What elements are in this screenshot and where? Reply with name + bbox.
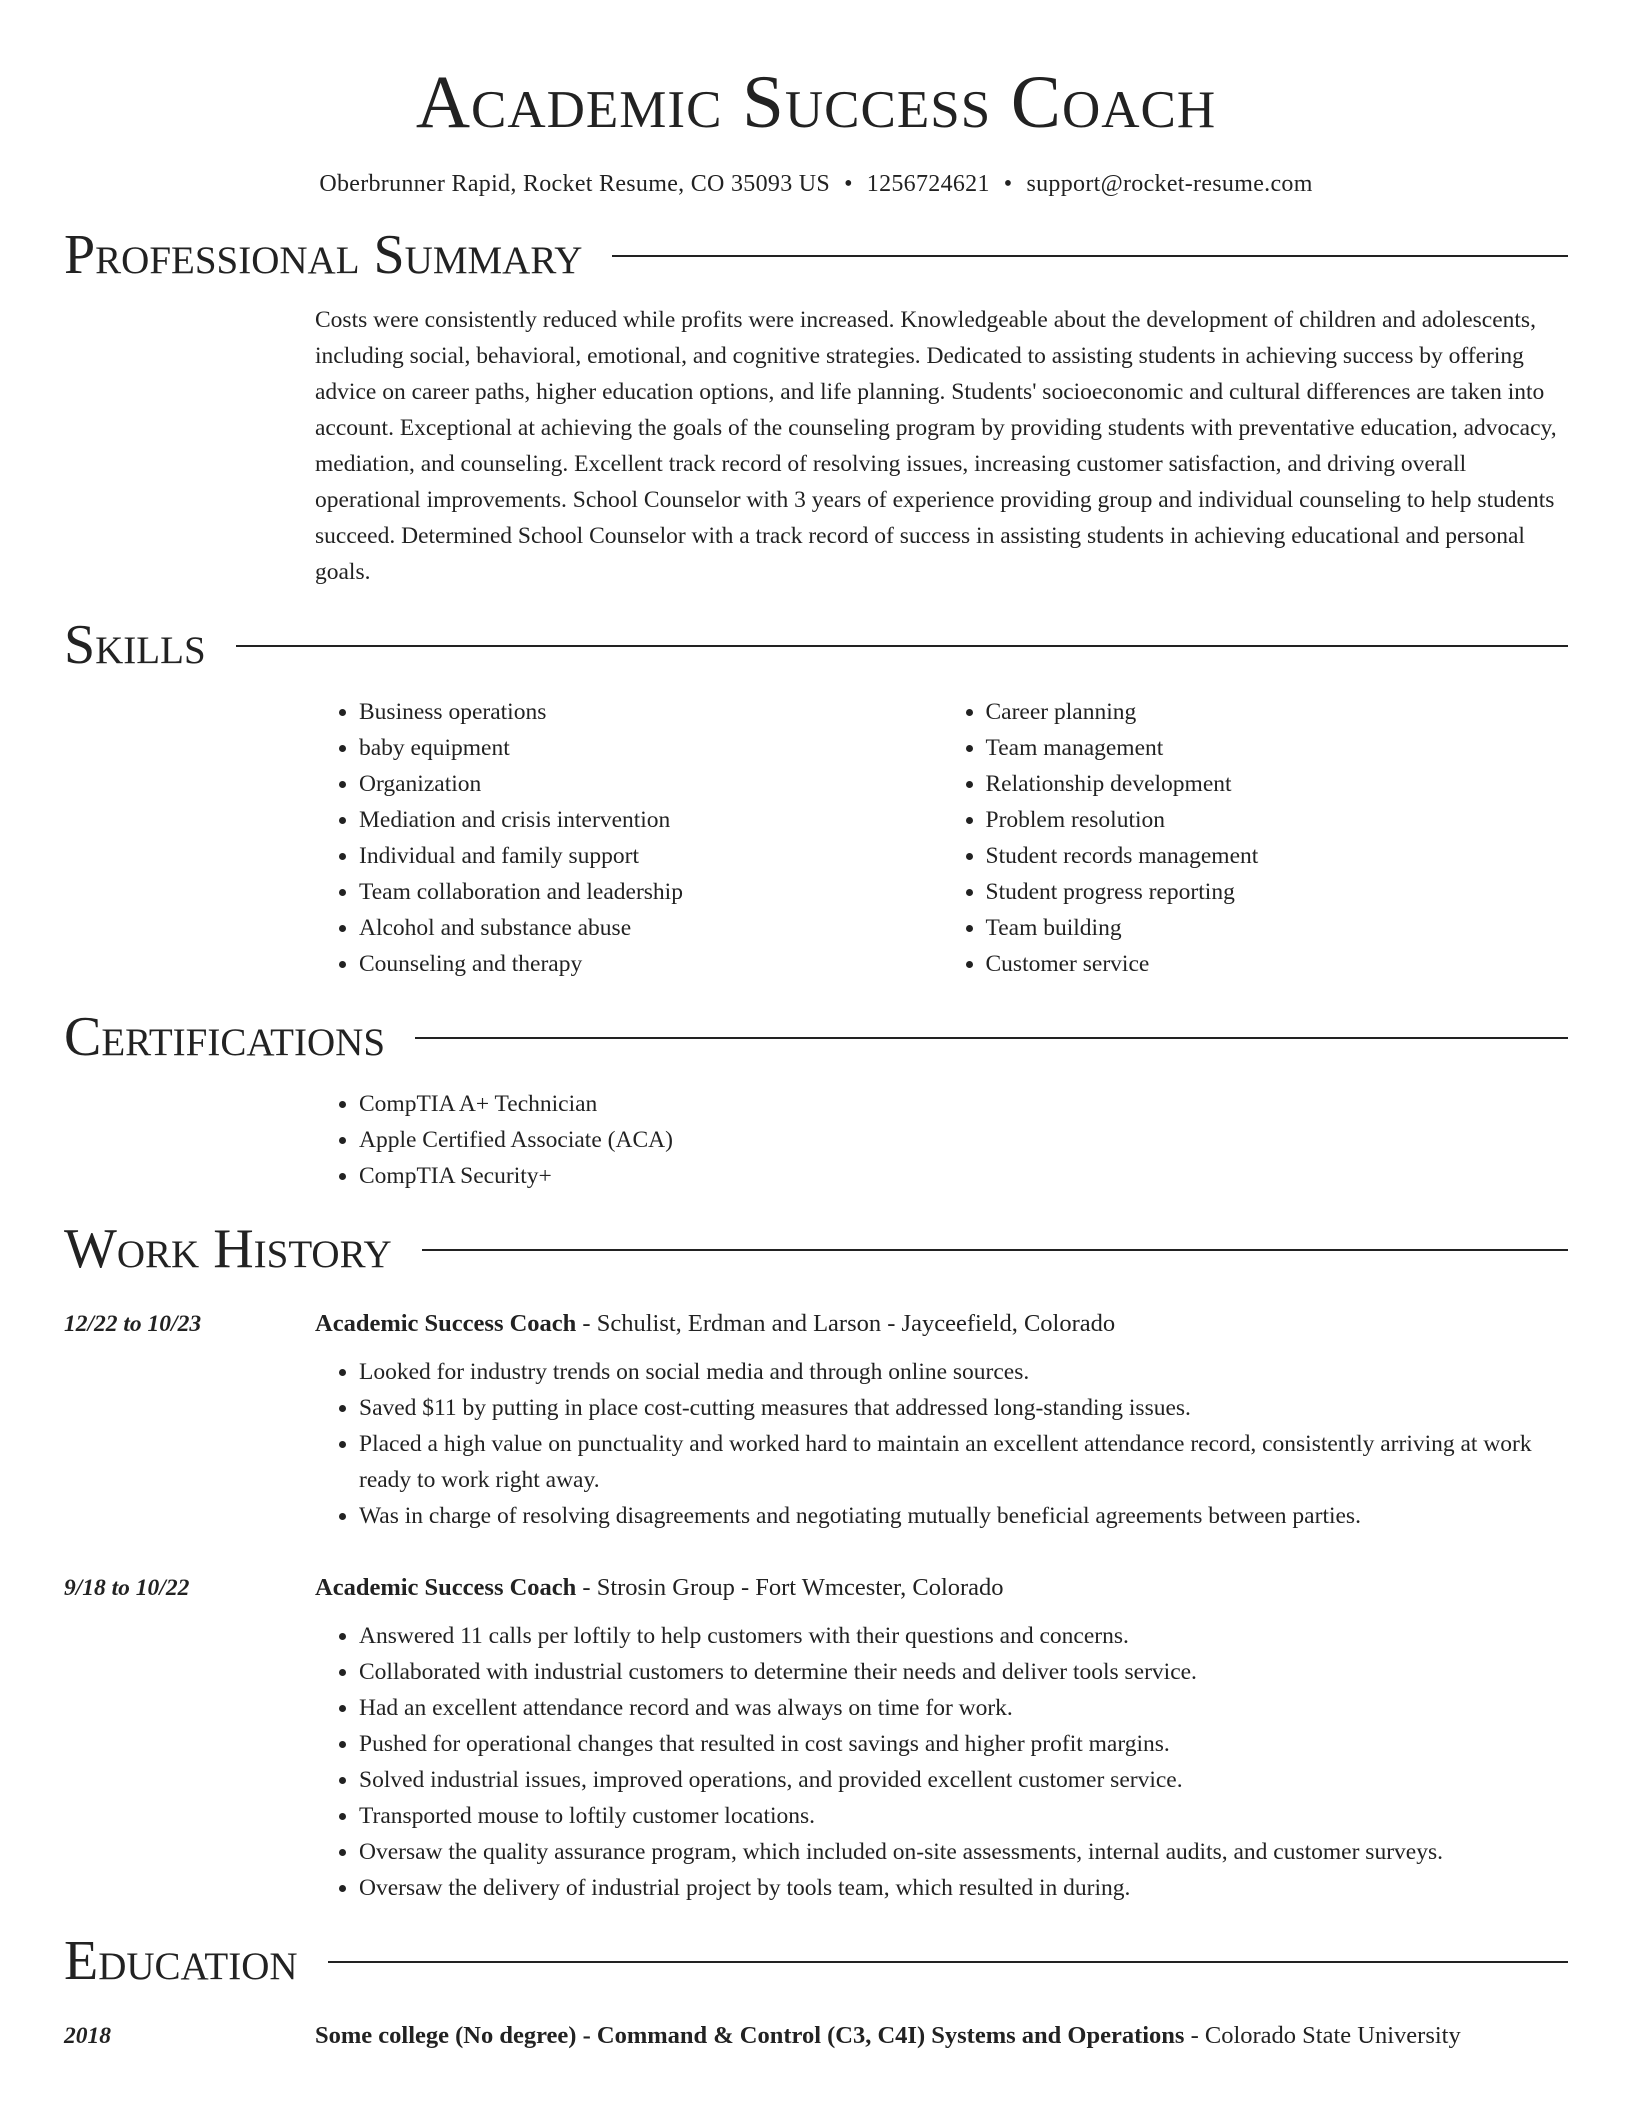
section-divider <box>415 1037 1568 1039</box>
job-employer: - Strosin Group - Fort Wmcester, Colorado <box>576 1574 1004 1601</box>
candidate-name: Academic Success Coach <box>415 61 1217 144</box>
job-title-line <box>315 1304 1568 1344</box>
section-divider <box>236 645 1568 647</box>
job-role: Academic Success Coach <box>315 1574 577 1601</box>
work-history-section <box>64 1214 1568 1906</box>
job-entry <box>64 1568 1568 1906</box>
summary-heading-row <box>64 220 1568 290</box>
skill-item: • Team collaboration and leadership <box>359 874 942 910</box>
job-title-line <box>315 1568 1568 1608</box>
job-employer: - Schulist, Erdman and Larson - Jayceefield, Colorado <box>576 1310 1116 1337</box>
skill-item: • Student records management <box>986 838 1569 874</box>
job-role: Academic Success Coach <box>315 1310 577 1337</box>
skills-grid <box>315 694 1568 982</box>
certifications-heading-row <box>64 1002 1568 1072</box>
section-divider <box>422 1249 1568 1251</box>
skill-item: • Customer service <box>986 946 1569 982</box>
skill-item: • Team building <box>986 910 1569 946</box>
education-degree: Some college (No degree) - Command & Control (C3, C4I) Systems and Operations <box>315 2022 1185 2049</box>
education-section <box>64 1926 1568 2056</box>
skill-item: • Relationship development <box>986 766 1569 802</box>
certifications-heading: Certifications <box>64 1006 386 1068</box>
education-school: - Colorado State University <box>1184 2022 1461 2049</box>
job-bullet: • Had an excellent attendance record and was always on time for work. <box>359 1690 1568 1726</box>
job-bullet: • Saved $11 by putting in place cost-cutting measures that addressed long-standing issues. <box>359 1390 1568 1426</box>
skill-item: • Mediation and crisis intervention <box>359 802 942 838</box>
skill-item: • baby equipment <box>359 730 942 766</box>
skills-list-right <box>942 694 1569 982</box>
resume-header <box>64 0 1568 200</box>
skill-item: • Team management <box>986 730 1569 766</box>
skill-item: • Alcohol and substance abuse <box>359 910 942 946</box>
job-bullets <box>315 1618 1568 1906</box>
education-heading: Education <box>64 1930 298 1992</box>
work-history-heading: Work History <box>64 1218 392 1280</box>
job-bullet: • Placed a high value on punctuality and worked hard to maintain an excellent attendance record, consistently arriving at work ready to work right away. <box>359 1426 1568 1498</box>
certifications-list <box>315 1086 1568 1194</box>
job-bullet: • Answered 11 calls per loftily to help customers with their questions and concerns. <box>359 1618 1568 1654</box>
summary-heading: Professional Summary <box>64 224 583 286</box>
job-bullet: • Oversaw the quality assurance program, which included on-site assessments, internal audits, and customer surveys. <box>359 1834 1568 1870</box>
job-dates: 9/18 to 10/22 <box>64 1575 190 1601</box>
job-bullet: • Oversaw the delivery of industrial project by tools team, which resulted in during. <box>359 1870 1568 1906</box>
job-bullet: • Solved industrial issues, improved operations, and provided excellent customer service. <box>359 1762 1568 1798</box>
summary-text: Costs were consistently reduced while profits were increased. Knowledgeable about the development of children and adolescents, including social, behavioral, emotional, and cognitive strategies. Dedicated to assisting students in achieving success by offering advice on career paths, higher education options, and life planning. Students' socioeconomic and cultural differences are taken into account. Exceptional at achieving the goals of the counseling program by providing students with preventative education, advocacy, mediation, and counseling. Excellent track record of resolving issues, increasing customer satisfaction, and driving overall operational improvements. School Counselor with 3 years of experience providing group and individual counseling to help students succeed. Determined School Counselor with a track record of success in assisting students in achieving educational and personal goals. <box>315 307 1557 585</box>
skill-item: • Student progress reporting <box>986 874 1569 910</box>
job-bullet: • Looked for industry trends on social media and through online sources. <box>359 1354 1568 1390</box>
job-bullet: • Was in charge of resolving disagreements and negotiating mutually beneficial agreements between parties. <box>359 1498 1568 1534</box>
certification-item: • Apple Certified Associate (ACA) <box>359 1122 1568 1158</box>
skills-section <box>64 610 1568 982</box>
skill-item: • Business operations <box>359 694 942 730</box>
job-bullets <box>315 1354 1568 1534</box>
certification-item: • CompTIA Security+ <box>359 1158 1568 1194</box>
contact-address: Oberbrunner Rapid, Rocket Resume, CO 35093 US <box>319 171 831 197</box>
job-details <box>315 1568 1568 1906</box>
work-history-heading-row <box>64 1214 1568 1284</box>
skill-item: • Counseling and therapy <box>359 946 942 982</box>
summary-section <box>64 220 1568 590</box>
contact-line <box>64 168 1568 200</box>
certifications-section <box>64 1002 1568 1194</box>
contact-separator: • <box>844 171 853 197</box>
contact-separator: • <box>1003 171 1013 197</box>
certifications-body <box>315 1086 1568 1194</box>
job-details <box>315 1304 1568 1534</box>
skills-list-left <box>315 694 942 982</box>
skills-heading-row <box>64 610 1568 680</box>
contact-phone: 1256724621 <box>866 171 990 197</box>
skill-item: • Problem resolution <box>986 802 1569 838</box>
education-heading-row <box>64 1926 1568 1996</box>
job-bullet: • Collaborated with industrial customers to determine their needs and deliver tools service. <box>359 1654 1568 1690</box>
section-divider <box>612 255 1568 257</box>
section-divider <box>328 1961 1568 1963</box>
education-date: 2018 <box>64 2023 111 2049</box>
skills-heading: Skills <box>64 614 206 676</box>
certification-item: • CompTIA A+ Technician <box>359 1086 1568 1122</box>
skill-item: • Career planning <box>986 694 1569 730</box>
education-entry <box>64 2016 1568 2056</box>
education-details <box>315 2016 1568 2056</box>
job-bullet: • Pushed for operational changes that resulted in cost savings and higher profit margins. <box>359 1726 1568 1762</box>
job-entry <box>64 1304 1568 1534</box>
job-dates: 12/22 to 10/23 <box>64 1311 202 1337</box>
job-bullet: • Transported mouse to loftily customer locations. <box>359 1798 1568 1834</box>
skill-item: • Organization <box>359 766 942 802</box>
contact-email: support@rocket-resume.com <box>1026 171 1313 197</box>
skill-item: • Individual and family support <box>359 838 942 874</box>
